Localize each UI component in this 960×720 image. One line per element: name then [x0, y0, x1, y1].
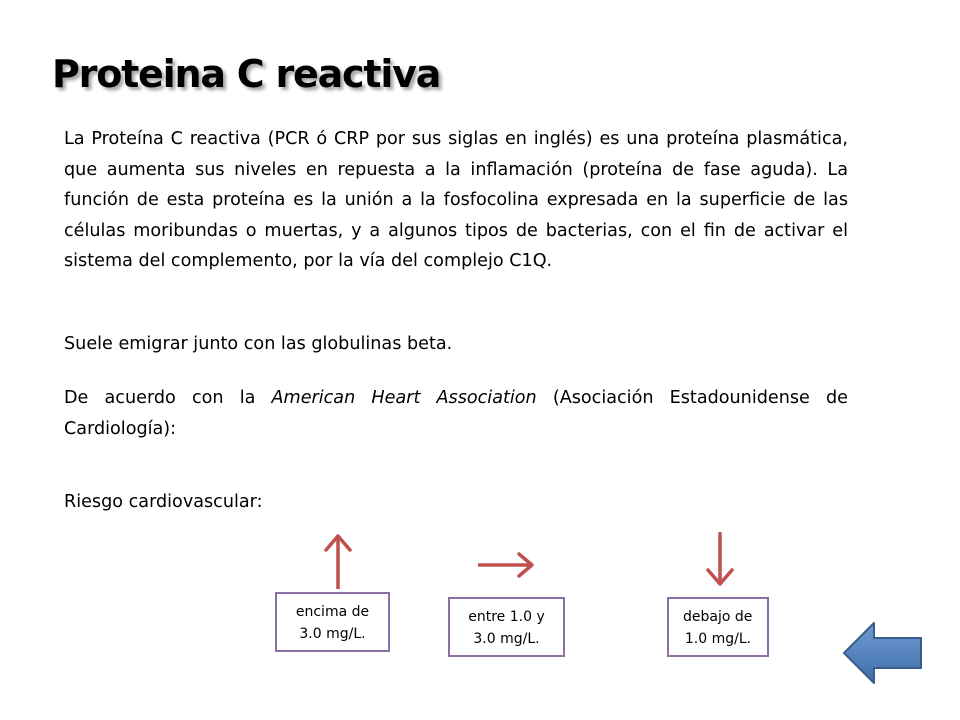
page-title: Proteina C reactiva: [52, 52, 441, 96]
risk-box-low: [667, 597, 769, 657]
paragraph-migration: Suele emigrar junto con las globulinas beta.: [64, 334, 453, 354]
paragraph-definition: La Proteína C reactiva (PCR ó CRP por sus siglas en inglés) es una proteína plasmática, que aumenta sus niveles en repuesta a la inflamación (proteína de fase aguda). La función de esta proteína es la unión a la fosfocolina expresada en la superficie de las células moribundas o muertas, y a algunos tipos de bacterias, con el fin de activar el sistema del complemento, por la vía del complejo C1Q.: [64, 129, 848, 271]
risk-box-moderate-line1: entre 1.0 y: [468, 609, 545, 625]
arrow-down-icon: [704, 530, 736, 588]
risk-box-low-line1: debajo de: [683, 609, 753, 625]
aha-intro-text: De acuerdo con la: [64, 388, 272, 408]
risk-box-moderate-line2: 3.0 mg/L.: [473, 631, 540, 647]
aha-organization-name: American Heart Association: [271, 388, 537, 408]
risk-box-low-line2: 1.0 mg/L.: [684, 631, 752, 647]
risk-box-high-line1: encima de: [295, 604, 370, 620]
arrow-right-icon: [476, 550, 536, 580]
aha-outro-text: (Asociación Estadounidense de Cardiología):: [64, 388, 848, 439]
paragraph-aha-reference: [64, 383, 848, 444]
risk-heading: Riesgo cardiovascular:: [64, 492, 263, 512]
arrow-up-icon: [322, 532, 354, 590]
risk-box-high-line2: 3.0 mg/L.: [299, 626, 366, 642]
risk-box-high: [275, 592, 390, 652]
back-arrow-icon[interactable]: [842, 620, 924, 686]
risk-box-moderate: [448, 597, 565, 657]
